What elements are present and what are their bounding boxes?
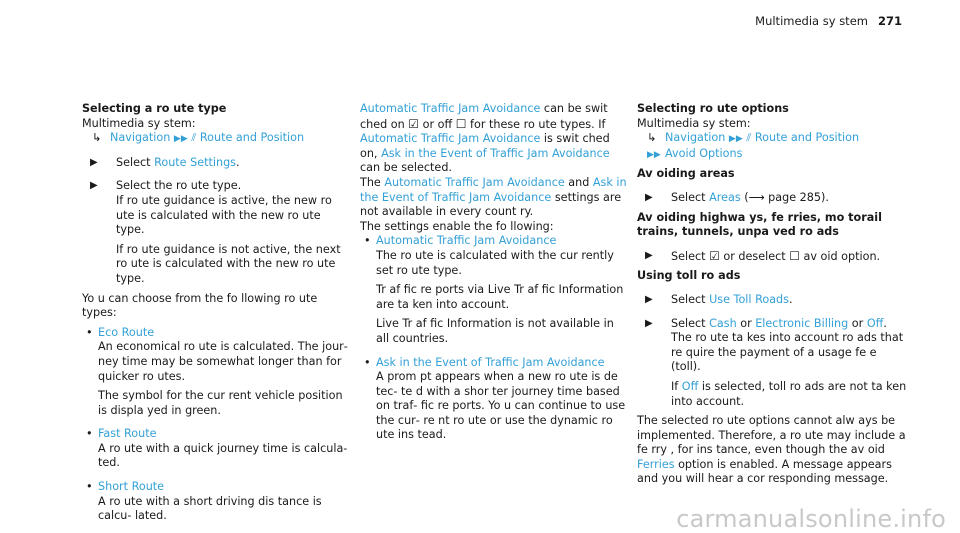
step-select-avoid-option: ▶ Select ☑ or deselect ☐ av oid option.	[645, 248, 881, 263]
link-automatic-traffic-jam[interactable]: Automatic Traffic Jam Avoidance	[360, 102, 541, 115]
nav-arrow-icon: ↳	[92, 131, 102, 145]
list-item-text: An economical ro ute is calculated. The jour‐ ney time may be somewhat longer than for quicker ro utes.	[98, 340, 348, 383]
route-icon: ⫽	[746, 131, 752, 145]
step-select-route-settings: ▶ Select Route Settings.	[90, 155, 240, 169]
checked-box-icon: ☑	[709, 248, 720, 263]
link-areas[interactable]: Areas	[709, 190, 741, 204]
subheading-toll-roads: Using toll ro ads	[637, 269, 741, 283]
link-fast-route[interactable]: Fast Route	[98, 427, 157, 441]
link-automatic-traffic-jam[interactable]: Automatic Traffic Jam Avoidance	[360, 132, 541, 146]
column-right	[637, 102, 907, 487]
list-item-text: The ro ute is calculated with the cur rently set ro ute type.	[376, 248, 614, 277]
step-note: If ro ute guidance is not active, the next ro ute is calculated with the new ro ute type.	[116, 242, 341, 285]
menu-link-navigation[interactable]: Navigation	[665, 131, 726, 145]
watermark: carmanualsonline.info	[676, 505, 946, 533]
menu-link-route-position[interactable]: Route and Position	[754, 131, 860, 145]
system-label: Multimedia sy stem:	[82, 116, 196, 130]
link-ask-traffic-jam[interactable]: Ask in the Event of Traffic Jam Avoidance	[376, 355, 605, 369]
checked-box-icon: ☑	[408, 116, 420, 131]
step-arrow-icon: ▶	[645, 249, 653, 261]
list-item: • Automatic Traffic Jam Avoidance	[364, 234, 557, 248]
nav-arrow-icon: ↳	[647, 131, 657, 145]
step-arrow-icon: ▶	[645, 191, 653, 203]
link-ferries[interactable]: Ferries	[637, 457, 675, 471]
list-item-text: A ro ute with a quick journey time is calcula‐ ted.	[98, 441, 348, 470]
step-note: If Off is selected, toll ro ads are not ta ken into account.	[671, 379, 907, 408]
paragraph-availability: The Automatic Traffic Jam Avoidance and Ask in the Event of Traffic Jam Avoidance settings are not available in every count ry.	[360, 175, 627, 219]
step-note: If ro ute guidance is active, the new ro ute is calculated with the new ro ute type.	[116, 193, 332, 237]
system-label: Multimedia sy stem:	[637, 116, 751, 130]
route-icon: ⫽	[191, 131, 197, 145]
link-route-settings[interactable]: Route Settings	[154, 155, 236, 169]
link-electronic-billing[interactable]: Electronic Billing	[755, 316, 849, 330]
forward-icon: ▶▶	[173, 134, 188, 145]
list-item: • Fast Route	[86, 427, 157, 441]
link-automatic-traffic-jam[interactable]: Automatic Traffic Jam Avoidance	[384, 175, 565, 189]
step-select-areas: ▶ Select Areas (⟶ page 285).	[645, 190, 829, 204]
link-off[interactable]: Off	[866, 316, 884, 330]
header-title: Multimedia sy stem	[755, 14, 868, 28]
section-heading-route-options: Selecting ro ute options	[637, 102, 789, 115]
unchecked-box-icon: ☐	[455, 116, 467, 131]
list-item-text: The symbol for the cur rent vehicle position is displa yed in green.	[98, 389, 343, 417]
forward-icon: ▶▶	[647, 149, 661, 160]
step-use-toll-roads: ▶ Select Use Toll Roads.	[645, 292, 793, 306]
link-short-route[interactable]: Short Route	[98, 480, 165, 494]
list-item: • Eco Route	[86, 325, 155, 339]
link-ask-traffic-jam[interactable]: Ask in the Event of Traffic Jam Avoidance	[360, 175, 627, 204]
page-ref-arrow-icon: ⟶	[748, 190, 765, 204]
list-item: • Ask in the Event of Traffic Jam Avoidance	[364, 355, 605, 369]
link-automatic-traffic-jam[interactable]: Automatic Traffic Jam Avoidance	[376, 234, 557, 248]
menu-path	[637, 131, 907, 147]
list-item-text: A prom pt appears when a new ro ute is de tec‐ te d with a shor ter journey time based on traf‐ fic re ports. Yo u can continue to use the cur‐ re nt ro ute or use the dynamic ro ute ins tead.	[376, 370, 626, 442]
forward-icon: ▶▶	[728, 134, 743, 145]
link-eco-route[interactable]: Eco Route	[98, 325, 155, 339]
menu-path	[82, 131, 352, 147]
paragraph-traffic-jam: Automatic Traffic Jam Avoidance can be swit ched on ☑ or off ☐ for these ro ute types. If Automatic Traffic Jam Avoidance is swit ched on, Ask in the Event of Traffic Jam Avoidance can be selected.	[360, 102, 610, 175]
subheading-avoiding-highways: Av oiding highwa ys, fe rries, mo torail trains, tunnels, unpa ved ro ads	[637, 210, 882, 239]
step-select-billing: ▶ Select Cash or Electronic Billing or Off.	[645, 316, 887, 330]
paragraph-closing: The selected ro ute options cannot alw ays be implemented. Therefore, a ro ute may include a fe rry , for ins tance, even though the av oid Ferries option is enabled. A message appears and you will hear a cor responding message.	[637, 414, 906, 486]
section-heading-route-type: Selecting a ro ute type	[82, 102, 227, 115]
paragraph-settings-enable: The settings enable the fo llowing:	[360, 219, 554, 233]
list-item-text: Live Tr af fic Information is not available in all countries.	[376, 317, 614, 345]
page-header	[755, 14, 902, 29]
list-item-text: A ro ute with a short driving dis tance is calcu‐ lated.	[98, 494, 322, 523]
subheading-avoiding-areas: Av oiding areas	[637, 167, 735, 181]
link-use-toll-roads[interactable]: Use Toll Roads	[709, 292, 789, 306]
unchecked-box-icon: ☐	[789, 248, 800, 263]
link-cash[interactable]: Cash	[709, 316, 737, 330]
step-arrow-icon: ▶	[90, 180, 98, 192]
step-arrow-icon: ▶	[645, 293, 653, 305]
step-arrow-icon: ▶	[90, 156, 98, 168]
menu-link-navigation[interactable]: Navigation	[110, 131, 171, 145]
step-select-route-type: ▶ Select the ro ute type.	[90, 179, 242, 193]
list-item-text: Tr af fic re ports via Live Tr af fic Information are ta ken into account.	[376, 283, 624, 311]
column-middle	[360, 102, 630, 443]
list-item: • Short Route	[86, 480, 165, 494]
column-left	[82, 102, 352, 524]
page-number: 271	[877, 14, 902, 28]
link-ask-traffic-jam[interactable]: Ask in the Event of Traffic Jam Avoidance	[381, 146, 610, 160]
menu-link-avoid-options[interactable]: Avoid Options	[665, 146, 743, 160]
step-arrow-icon: ▶	[645, 317, 653, 329]
link-off[interactable]: Off	[681, 379, 699, 393]
step-note: The ro ute ta kes into account ro ads that re quire the payment of a usage fe e (toll).	[671, 331, 904, 374]
menu-link-route-position[interactable]: Route and Position	[199, 131, 305, 145]
intro-text: Yo u can choose from the fo llowing ro ute types:	[82, 291, 318, 320]
menu-path-cont	[637, 147, 907, 163]
